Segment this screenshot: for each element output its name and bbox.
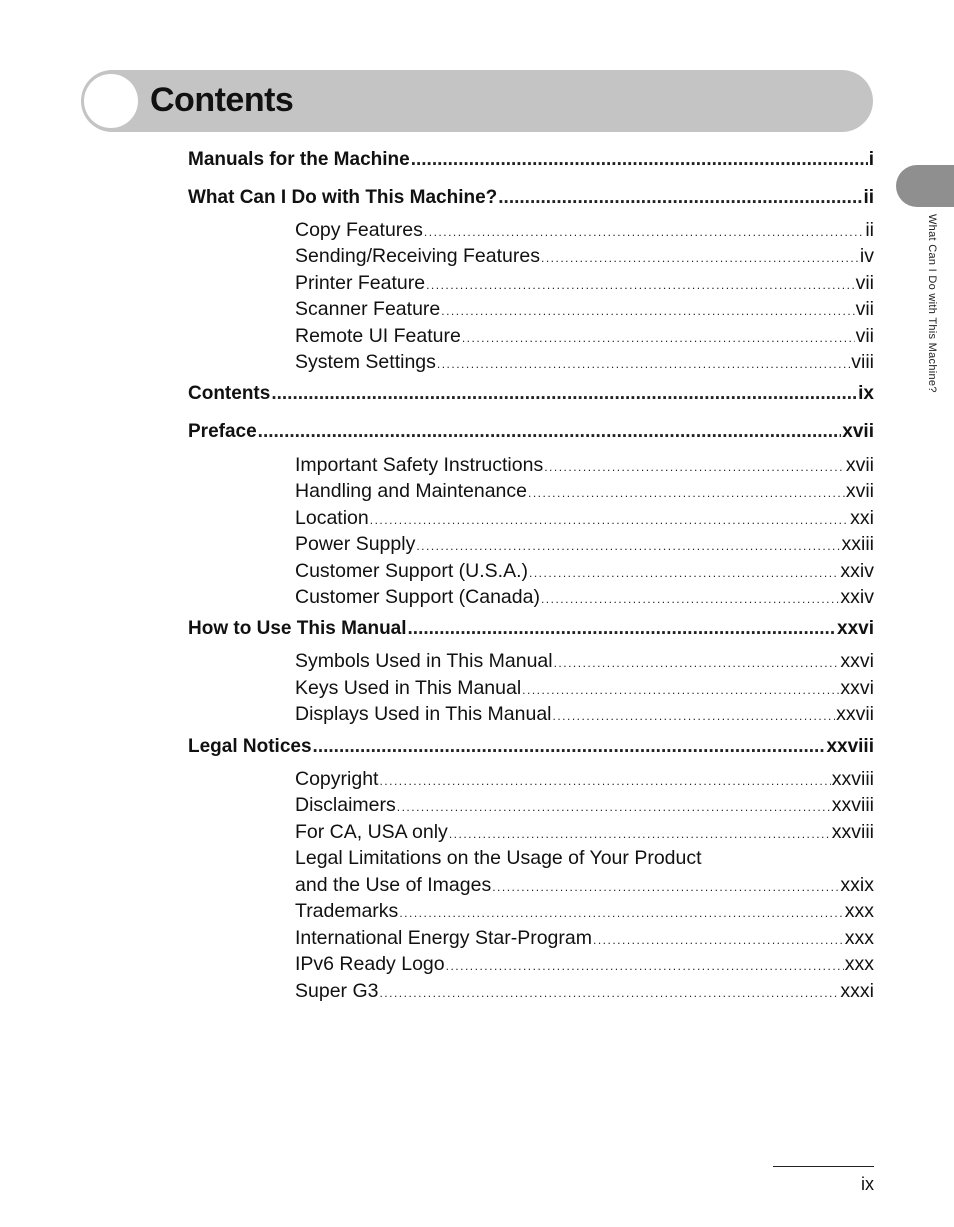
toc-dot-leader: [528, 480, 845, 506]
toc-entry-title: What Can I Do with This Machine?: [188, 187, 498, 208]
toc-entry-page: iv: [859, 245, 874, 267]
toc-dot-leader: [522, 677, 839, 703]
toc-dot-leader: [399, 900, 843, 926]
toc-subentry[interactable]: [295, 505, 874, 531]
toc-entry-title: Contents: [188, 383, 271, 404]
toc-entry-title: International Energy Star-Program: [295, 927, 592, 949]
toc-entry-page: xxx: [844, 900, 874, 922]
toc-subentry[interactable]: [295, 872, 874, 898]
toc-entry-page: xvii: [845, 480, 874, 502]
toc-entry-title: Preface: [188, 421, 257, 442]
toc-subentry[interactable]: [295, 845, 874, 871]
toc-subentry[interactable]: [295, 243, 874, 269]
toc-subentry[interactable]: [295, 349, 874, 375]
toc-entry-page: xxi: [850, 507, 874, 529]
toc-subentry[interactable]: [295, 978, 874, 1004]
toc-entry-page: vii: [855, 272, 874, 294]
toc-entry-title: Displays Used in This Manual: [295, 703, 552, 725]
footer-page-number: ix: [861, 1174, 874, 1194]
toc-entry-title: Important Safety Instructions: [295, 454, 544, 476]
toc-dot-leader: [437, 351, 850, 377]
toc-dot-leader: [541, 586, 839, 612]
toc-section-entry[interactable]: [188, 381, 874, 407]
toc-entry-page: xxx: [844, 953, 874, 975]
toc-subentry[interactable]: [295, 898, 874, 924]
toc-entry-title: System Settings: [295, 351, 436, 373]
toc-dot-leader: [411, 147, 868, 173]
toc-entry-title: How to Use This Manual: [188, 618, 407, 639]
toc-entry-title: For CA, USA only: [295, 821, 448, 843]
toc-dot-leader: [271, 381, 857, 407]
toc-entry-page: xxviii: [831, 821, 874, 843]
toc-entry-page: xxix: [840, 874, 874, 896]
toc-subentry[interactable]: [295, 951, 874, 977]
toc-dot-leader: [553, 703, 836, 729]
toc-dot-leader: [554, 650, 840, 676]
toc-entry-page: xxvii: [836, 703, 874, 725]
toc-dot-leader: [397, 794, 831, 820]
toc-dot-leader: [426, 272, 855, 298]
toc-subentry[interactable]: [295, 323, 874, 349]
toc-section-entry[interactable]: [188, 147, 874, 173]
toc-section-entry[interactable]: [188, 419, 874, 445]
toc-dot-leader: [462, 325, 855, 351]
toc-entry-page: i: [868, 149, 874, 170]
toc-entry-page: xvii: [845, 454, 874, 476]
toc-entry-title: Power Supply: [295, 533, 416, 555]
toc-entry-title: Disclaimers: [295, 794, 396, 816]
toc-dot-leader: [446, 953, 844, 979]
toc-entry-page: xxviii: [831, 794, 874, 816]
toc-entry-title: Copy Features: [295, 219, 423, 241]
toc-entry-title: Customer Support (Canada): [295, 586, 540, 608]
toc-dot-leader: [416, 533, 840, 559]
toc-section-entry[interactable]: [188, 734, 874, 760]
toc-entry-page: xvii: [842, 421, 874, 442]
toc-entry-title: Customer Support (U.S.A.): [295, 560, 528, 582]
toc-subentry[interactable]: [295, 531, 874, 557]
toc-entry-title: and the Use of Images: [295, 874, 492, 896]
toc-dot-leader: [379, 768, 830, 794]
toc-entry-page: xxx: [844, 927, 874, 949]
toc-subentry[interactable]: [295, 675, 874, 701]
toc-entry-page: xxviii: [831, 768, 874, 790]
toc-subentry[interactable]: [295, 558, 874, 584]
toc-section-entry[interactable]: [188, 185, 874, 211]
toc-dot-leader: [258, 419, 842, 445]
toc-entry-page: ii: [863, 187, 874, 208]
toc-subentry[interactable]: [295, 452, 874, 478]
toc-entry-page: xxvi: [837, 618, 874, 639]
chapter-tab: [896, 165, 954, 207]
toc-dot-leader: [593, 927, 844, 953]
toc-entry-title: Trademarks: [295, 900, 399, 922]
header-circle: [84, 74, 138, 128]
toc-entry-page: xxiv: [840, 560, 874, 582]
toc-entry-title: Legal Limitations on the Usage of Your Product: [295, 847, 702, 869]
toc-entry-page: ii: [865, 219, 874, 241]
toc-dot-leader: [408, 616, 836, 642]
toc-dot-leader: [313, 734, 826, 760]
toc-subentry[interactable]: [295, 217, 874, 243]
toc-entry-title: IPv6 Ready Logo: [295, 953, 445, 975]
toc-subentry[interactable]: [295, 584, 874, 610]
toc-subentry[interactable]: [295, 766, 874, 792]
toc-subentry[interactable]: [295, 792, 874, 818]
toc-subentry[interactable]: [295, 296, 874, 322]
toc-entry-title: Sending/Receiving Features: [295, 245, 540, 267]
chapter-tab-label: What Can I Do with This Machine?: [926, 214, 938, 393]
toc-entry-page: xxvi: [840, 677, 874, 699]
toc-entry-page: vii: [855, 298, 874, 320]
toc-entry-title: Location: [295, 507, 369, 529]
footer-rule: [773, 1166, 874, 1167]
toc-entry-title: Symbols Used in This Manual: [295, 650, 553, 672]
toc-entry-page: vii: [855, 325, 874, 347]
toc-dot-leader: [492, 874, 839, 900]
toc-entry-title: Manuals for the Machine: [188, 149, 410, 170]
toc-entry-title: Printer Feature: [295, 272, 426, 294]
toc-section-entry[interactable]: [188, 616, 874, 642]
toc-entry-page: xxxi: [840, 980, 874, 1002]
toc-subentry[interactable]: [295, 478, 874, 504]
toc-subentry[interactable]: [295, 701, 874, 727]
toc-dot-leader: [424, 219, 864, 245]
toc-entry-title: Scanner Feature: [295, 298, 441, 320]
toc-dot-leader: [379, 980, 839, 1006]
toc-entry-title: Legal Notices: [188, 736, 312, 757]
toc-dot-leader: [529, 560, 839, 586]
toc-entry-page: xxvi: [840, 650, 874, 672]
toc-entry-title: Remote UI Feature: [295, 325, 461, 347]
toc-subentry[interactable]: [295, 925, 874, 951]
toc-entry-title: Keys Used in This Manual: [295, 677, 522, 699]
toc-dot-leader: [449, 821, 831, 847]
toc-subentry[interactable]: [295, 648, 874, 674]
toc-entry-title: Handling and Maintenance: [295, 480, 528, 502]
toc-subentry[interactable]: [295, 270, 874, 296]
toc-dot-leader: [544, 454, 845, 480]
toc-dot-leader: [498, 185, 862, 211]
toc-entry-title: Copyright: [295, 768, 379, 790]
toc-entry-page: xxiv: [840, 586, 874, 608]
toc-dot-leader: [441, 298, 854, 324]
toc-entry-page: xxviii: [826, 736, 874, 757]
toc-entry-page: viii: [851, 351, 874, 373]
toc-entry-title: Super G3: [295, 980, 379, 1002]
toc-entry-page: xxiii: [841, 533, 874, 555]
page-title: Contents: [150, 81, 294, 119]
toc-entry-page: ix: [858, 383, 874, 404]
toc-dot-leader: [541, 245, 859, 271]
toc-subentry[interactable]: [295, 819, 874, 845]
toc-dot-leader: [370, 507, 849, 533]
